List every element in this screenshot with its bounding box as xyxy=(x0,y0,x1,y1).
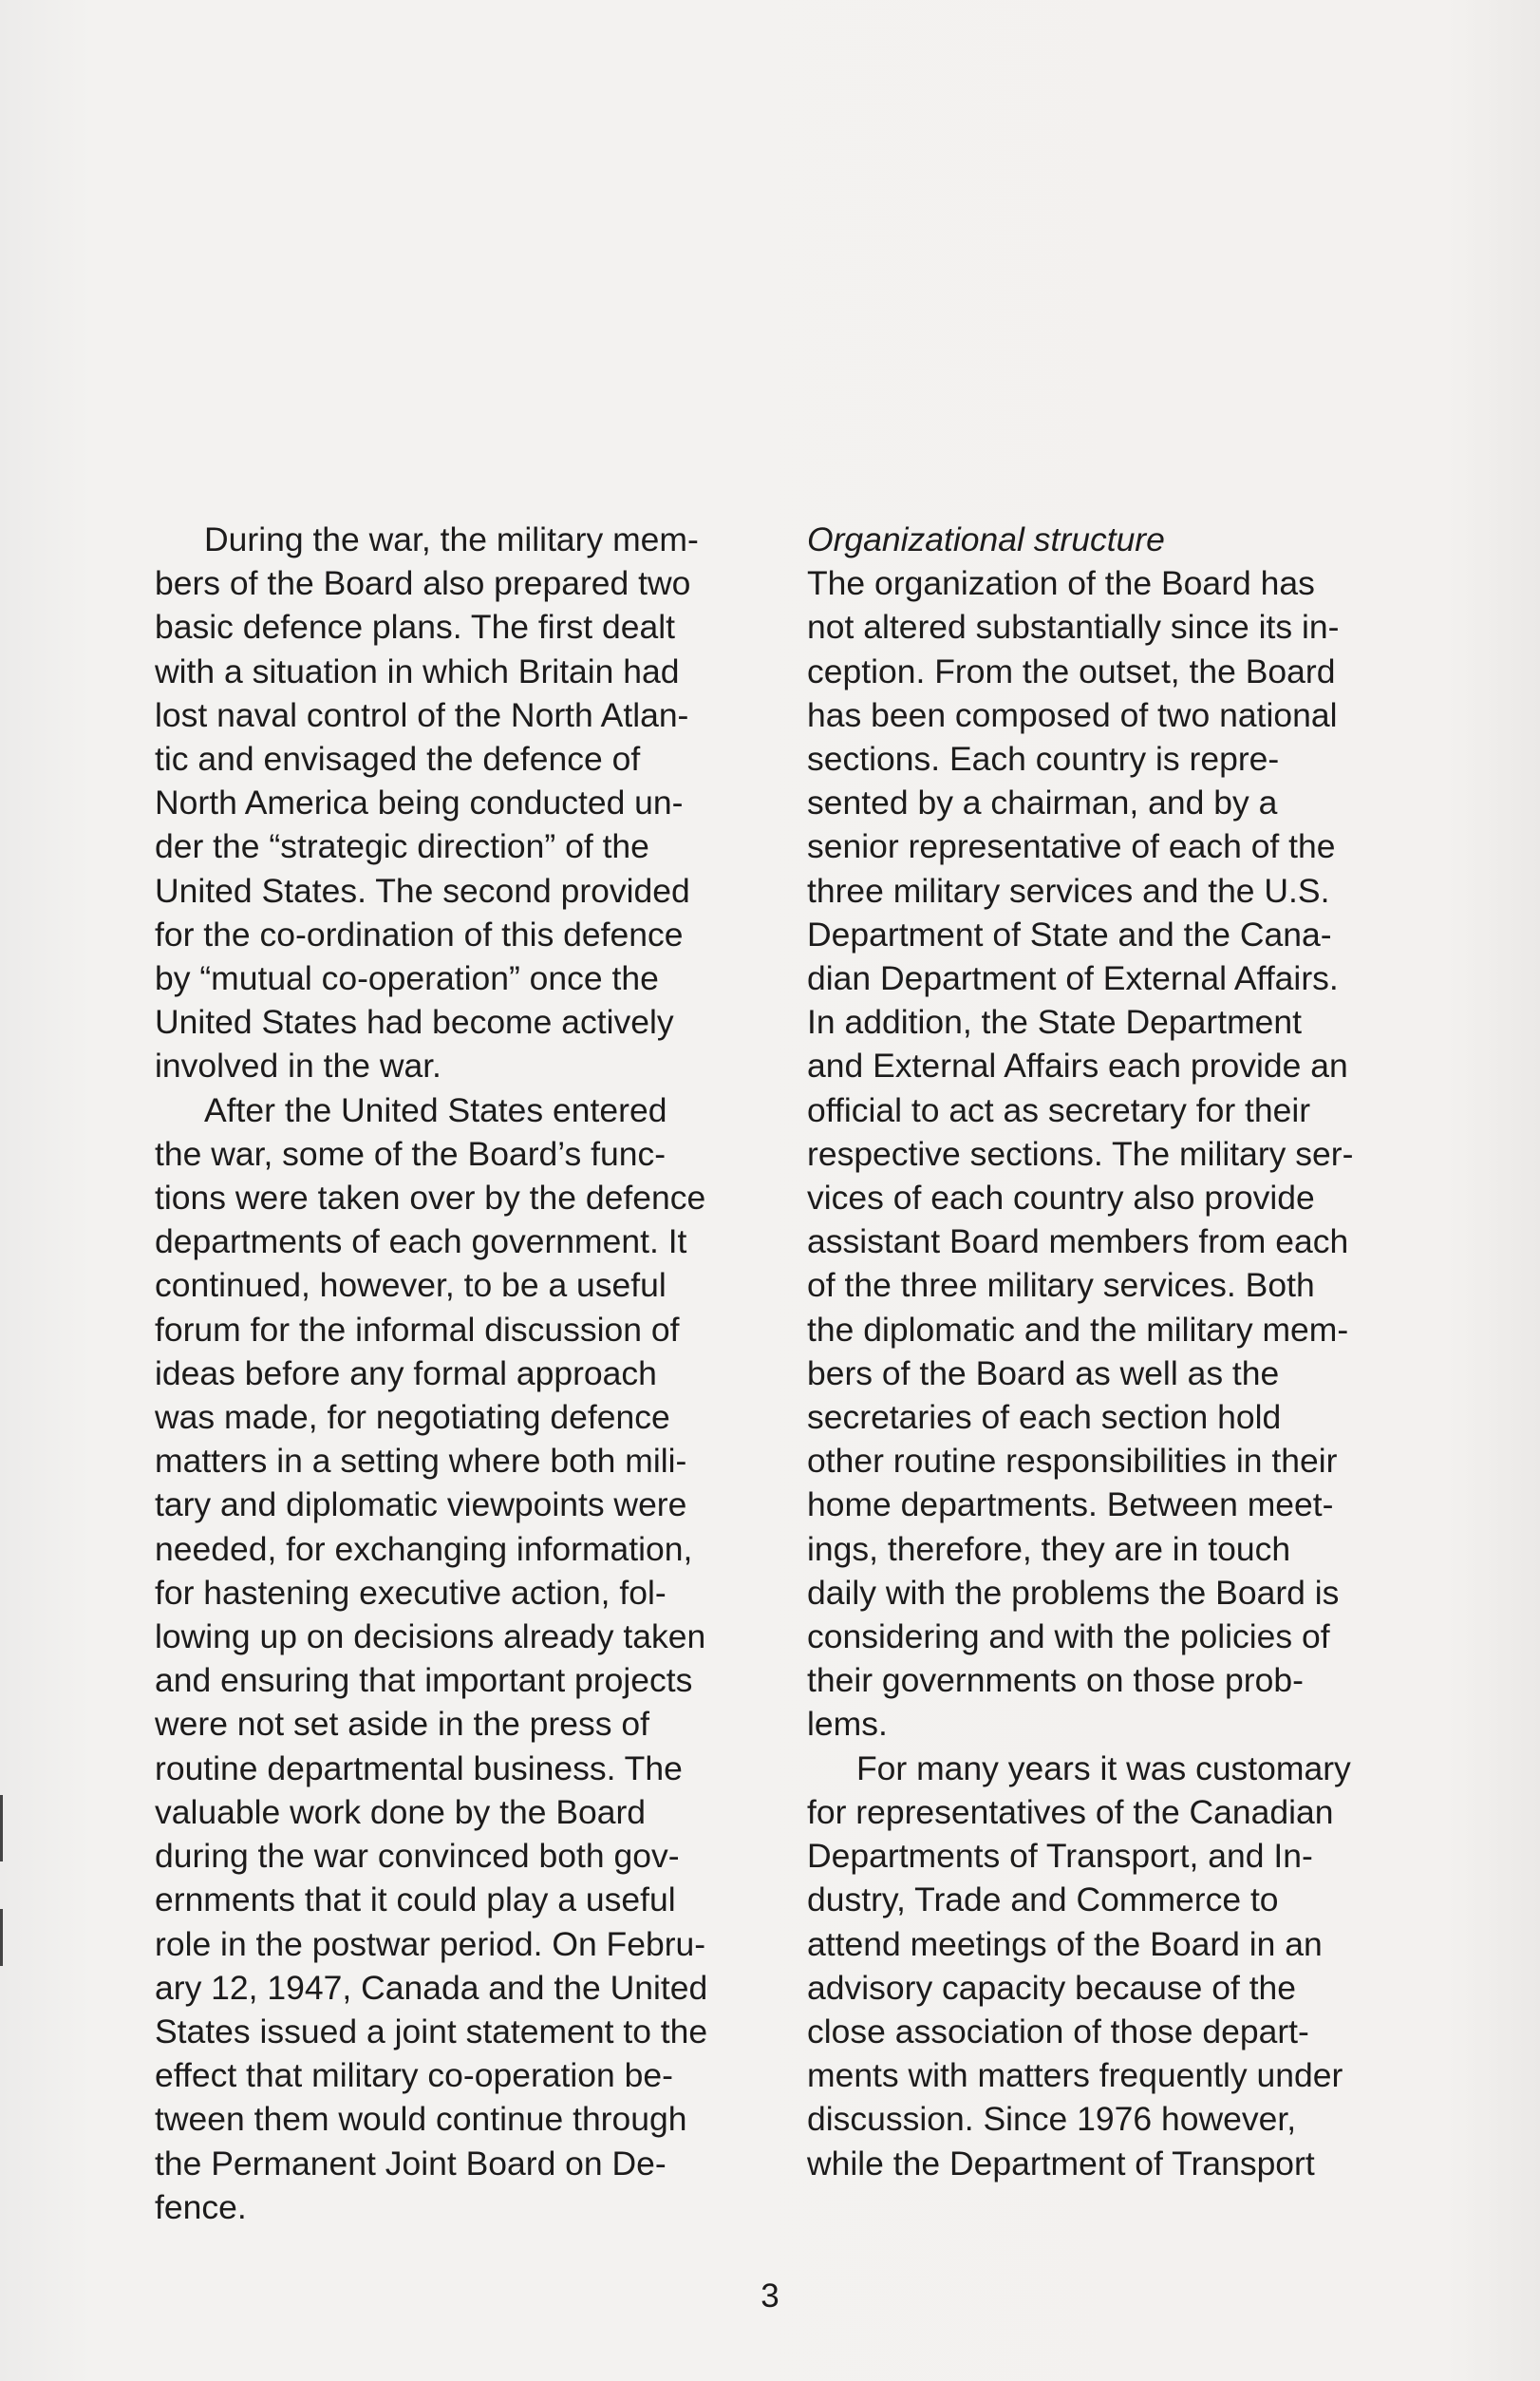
text-line: close association of those depart- xyxy=(807,2012,1309,2050)
text-line: Department of State and the Cana- xyxy=(807,915,1332,954)
text-line: bers of the Board also prepared two xyxy=(155,564,691,603)
text-line: tions were taken over by the defence xyxy=(155,1179,706,1218)
section-heading: Organizational structure xyxy=(807,520,1165,558)
text-line: by “mutual co-operation” once the xyxy=(155,959,659,998)
text-line: lowing up on decisions already taken xyxy=(155,1617,706,1656)
text-line: For many years it was customary xyxy=(856,1748,1351,1787)
text-line: secretaries of each section hold xyxy=(807,1398,1282,1437)
text-line: other routine responsibilities in their xyxy=(807,1442,1338,1481)
text-line: dian Department of External Affairs. xyxy=(807,959,1339,998)
right-text-column xyxy=(807,518,1453,2185)
text-line: During the war, the military mem- xyxy=(204,520,699,558)
text-line: the war, some of the Board’s func- xyxy=(155,1134,667,1173)
text-line: attend meetings of the Board in an xyxy=(807,1924,1323,1963)
text-line: and ensuring that important projects xyxy=(155,1661,693,1700)
text-line: needed, for exchanging information, xyxy=(155,1529,693,1568)
text-line: ary 12, 1947, Canada and the United xyxy=(155,1968,708,2007)
text-line: tary and diplomatic viewpoints were xyxy=(155,1485,687,1524)
text-line: States issued a joint statement to the xyxy=(155,2012,708,2050)
text-line: assistant Board members from each xyxy=(807,1222,1349,1261)
text-line: ments with matters frequently under xyxy=(807,2056,1343,2095)
text-line: role in the postwar period. On Febru- xyxy=(155,1924,706,1963)
text-line: for the co-ordination of this defence xyxy=(155,915,684,954)
text-line: respective sections. The military ser- xyxy=(807,1134,1354,1173)
text-line: ernments that it could play a useful xyxy=(155,1880,676,1919)
text-line: vices of each country also provide xyxy=(807,1179,1315,1218)
text-line: involved in the war. xyxy=(155,1047,441,1086)
text-line: were not set aside in the press of xyxy=(155,1705,649,1744)
text-line: advisory capacity because of the xyxy=(807,1968,1297,2007)
text-line: In addition, the State Department xyxy=(807,1003,1302,1042)
text-line: United States had become actively xyxy=(155,1003,674,1042)
text-line: during the war convinced both gov- xyxy=(155,1837,680,1876)
text-line: routine departmental business. The xyxy=(155,1748,683,1787)
text-line: continued, however, to be a useful xyxy=(155,1266,667,1305)
text-line: was made, for negotiating defence xyxy=(155,1398,670,1437)
text-line: The organization of the Board has xyxy=(807,564,1315,603)
text-line: forum for the informal discussion of xyxy=(155,1310,680,1349)
paragraph xyxy=(807,561,1453,1746)
text-line: daily with the problems the Board is xyxy=(807,1573,1340,1612)
text-line: After the United States entered xyxy=(204,1090,667,1129)
text-line: three military services and the U.S. xyxy=(807,871,1330,910)
text-line: fence. xyxy=(155,2187,247,2226)
text-line: not altered substantially since its in- xyxy=(807,608,1340,647)
text-line: ception. From the outset, the Board xyxy=(807,652,1336,690)
text-line: for representatives of the Canadian xyxy=(807,1792,1334,1831)
text-line: effect that military co-operation be- xyxy=(155,2056,673,2095)
text-line: and External Affairs each provide an xyxy=(807,1047,1348,1086)
text-line: official to act as secretary for their xyxy=(807,1090,1311,1129)
text-line: tic and envisaged the defence of xyxy=(155,740,641,779)
text-line: the diplomatic and the military mem- xyxy=(807,1310,1349,1349)
text-line: matters in a setting where both mili- xyxy=(155,1442,687,1481)
text-line: sections. Each country is repre- xyxy=(807,740,1280,779)
text-line: discussion. Since 1976 however, xyxy=(807,2100,1297,2139)
text-line: senior representative of each of the xyxy=(807,827,1336,866)
text-line: ings, therefore, they are in touch xyxy=(807,1529,1291,1568)
text-line: der the “strategic direction” of the xyxy=(155,827,649,866)
text-line: with a situation in which Britain had xyxy=(155,652,680,690)
left-text-column xyxy=(155,518,800,2229)
page-number: 3 xyxy=(761,2277,779,2315)
paragraph xyxy=(155,518,800,1088)
text-line: considering and with the policies of xyxy=(807,1617,1330,1656)
text-line: Departments of Transport, and In- xyxy=(807,1837,1313,1876)
text-line: of the three military services. Both xyxy=(807,1266,1315,1305)
text-line: United States. The second provided xyxy=(155,871,690,910)
text-line: departments of each government. It xyxy=(155,1222,687,1261)
paragraph xyxy=(807,1747,1453,2185)
text-line: their governments on those prob- xyxy=(807,1661,1304,1700)
text-line: while the Department of Transport xyxy=(807,2144,1315,2183)
text-line: ideas before any formal approach xyxy=(155,1353,657,1392)
text-line: home departments. Between meet- xyxy=(807,1485,1334,1524)
text-line: lost naval control of the North Atlan- xyxy=(155,695,689,734)
text-line: tween them would continue through xyxy=(155,2100,687,2139)
binding-mark xyxy=(0,1909,3,1966)
text-line: has been composed of two national xyxy=(807,695,1338,734)
text-line: basic defence plans. The first dealt xyxy=(155,608,675,647)
paragraph xyxy=(155,1088,800,2229)
text-line: North America being conducted un- xyxy=(155,784,684,822)
text-line: lems. xyxy=(807,1705,888,1744)
text-line: valuable work done by the Board xyxy=(155,1792,647,1831)
text-line: bers of the Board as well as the xyxy=(807,1353,1280,1392)
text-line: dustry, Trade and Commerce to xyxy=(807,1880,1279,1919)
text-line: the Permanent Joint Board on De- xyxy=(155,2144,667,2183)
text-line: for hastening executive action, fol- xyxy=(155,1573,667,1612)
text-line: sented by a chairman, and by a xyxy=(807,784,1278,822)
binding-mark xyxy=(0,1795,3,1861)
